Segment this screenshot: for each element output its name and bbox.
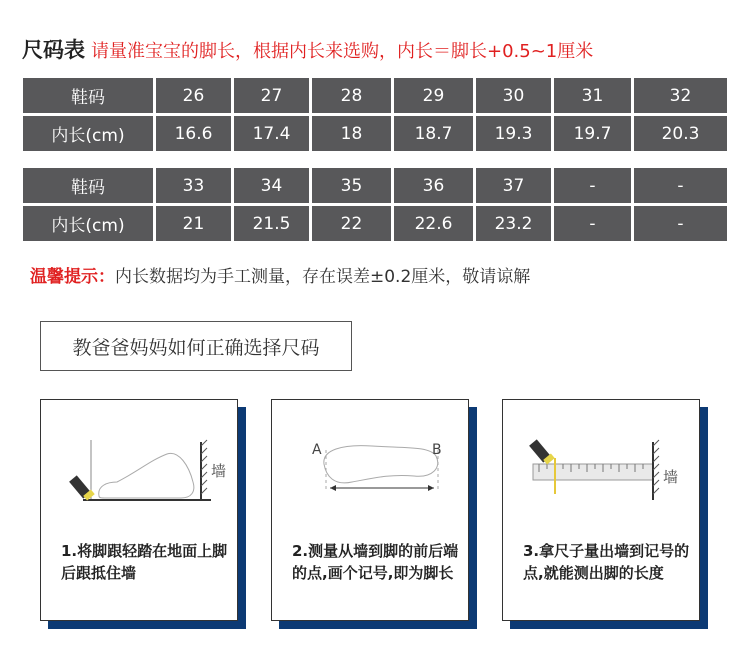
table-cell: 23.2 — [475, 205, 553, 243]
step-card-3 — [502, 399, 700, 621]
tip-prefix: 温馨提示： — [30, 267, 115, 287]
title-main: 尺码表 — [22, 38, 85, 62]
row-label: 内长(cm) — [22, 115, 155, 153]
point-a-label: A — [312, 442, 322, 458]
footprint-icon — [282, 420, 462, 530]
table-row — [22, 77, 729, 115]
tip-text: 内长数据均为手工测量，存在误差±0.2厘米，敬请谅解 — [115, 267, 531, 287]
table-cell: 28 — [311, 77, 393, 115]
guide-heading: 教爸爸妈妈如何正确选择尺码 — [40, 321, 352, 371]
card-face — [271, 399, 469, 621]
table-cell: 29 — [393, 77, 475, 115]
table-cell: 20.3 — [633, 115, 729, 153]
table-cell: 35 — [311, 167, 393, 205]
table-cell: 33 — [155, 167, 233, 205]
step-text: 1.将脚跟轻踏在地面上脚后跟抵住墙 — [61, 542, 228, 582]
table-cell: 36 — [393, 167, 475, 205]
tip-note — [30, 262, 530, 287]
table-cell: - — [633, 167, 729, 205]
row-label: 鞋码 — [22, 167, 155, 205]
card-face — [40, 399, 238, 621]
table-row — [22, 205, 729, 243]
table-cell: 32 — [633, 77, 729, 115]
table-cell: 31 — [553, 77, 633, 115]
step-text: 3.拿尺子量出墙到记号的点,就能测出脚的长度 — [523, 542, 690, 582]
table-cell: 22.6 — [393, 205, 475, 243]
point-b-label: B — [432, 442, 442, 458]
step-card-1 — [40, 399, 238, 621]
title-subtitle: 请量准宝宝的脚长，根据内长来选购，内长＝脚长+0.5~1厘米 — [91, 41, 594, 62]
table-cell: 19.7 — [553, 115, 633, 153]
table-cell: 18.7 — [393, 115, 475, 153]
table-row — [22, 167, 729, 205]
table-cell: - — [553, 205, 633, 243]
table-cell: 26 — [155, 77, 233, 115]
card-face — [502, 399, 700, 621]
table-cell: 18 — [311, 115, 393, 153]
table-cell: - — [553, 167, 633, 205]
table-cell: 37 — [475, 167, 553, 205]
table-cell: - — [633, 205, 729, 243]
foot-against-wall-icon — [51, 420, 231, 530]
size-table-2 — [20, 165, 730, 244]
page-title — [22, 34, 593, 64]
step-card-2 — [271, 399, 469, 621]
table-cell: 22 — [311, 205, 393, 243]
table-cell: 34 — [233, 167, 311, 205]
table-cell: 17.4 — [233, 115, 311, 153]
table-cell: 30 — [475, 77, 553, 115]
table-row — [22, 115, 729, 153]
table-cell: 16.6 — [155, 115, 233, 153]
wall-label: 墙 — [663, 468, 679, 486]
table-cell: 19.3 — [475, 115, 553, 153]
table-cell: 21.5 — [233, 205, 311, 243]
step-text: 2.测量从墙到脚的前后端的点,画个记号,即为脚长 — [292, 542, 459, 582]
table-cell: 21 — [155, 205, 233, 243]
row-label: 鞋码 — [22, 77, 155, 115]
wall-label: 墙 — [211, 462, 227, 480]
table-cell: 27 — [233, 77, 311, 115]
row-label: 内长(cm) — [22, 205, 155, 243]
size-table-1 — [20, 75, 730, 154]
